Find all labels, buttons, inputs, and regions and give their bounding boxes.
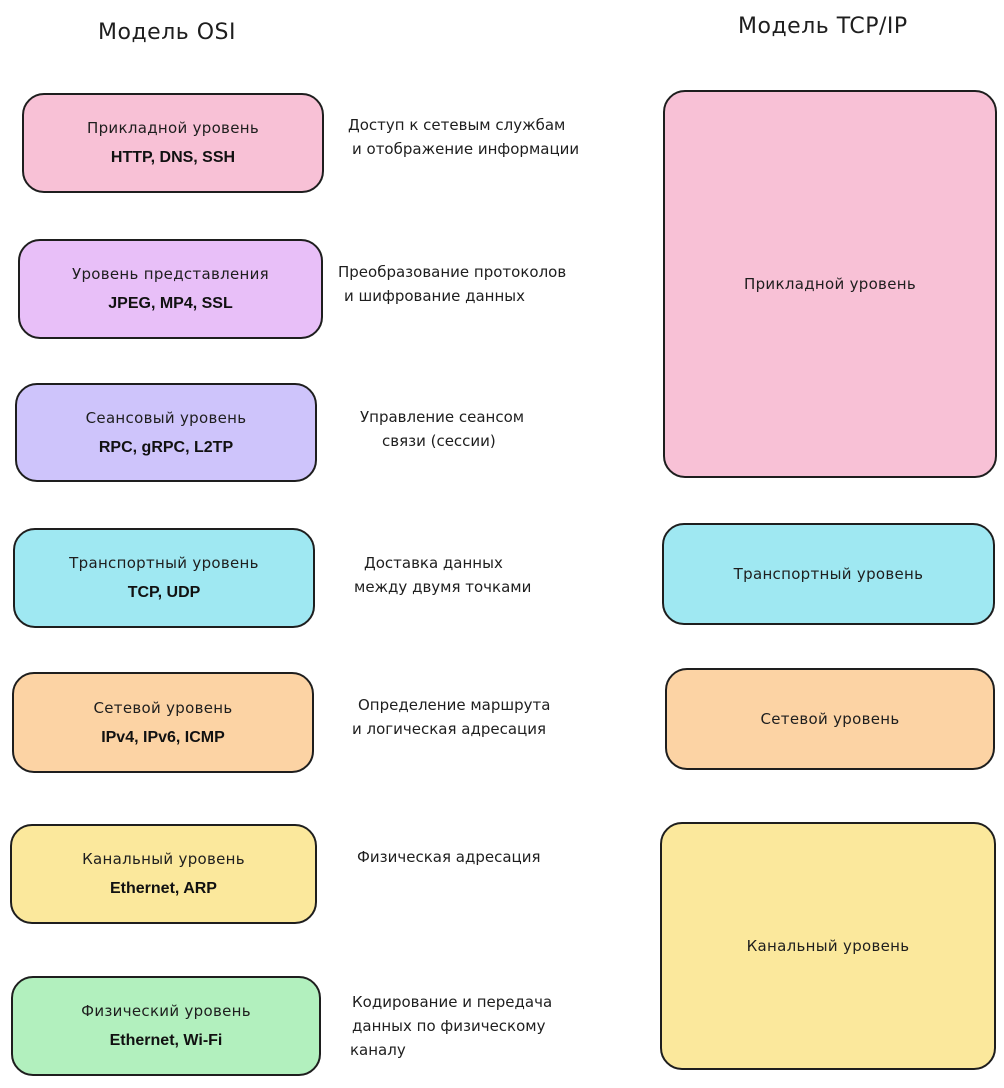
description-line: данных по физическому [352, 1017, 546, 1035]
osi-datalink-description [357, 845, 541, 869]
tcpip-datalink-layer-box [660, 822, 996, 1070]
tcpip-transport-layer-box [662, 523, 995, 625]
osi-network-layer-box [12, 672, 314, 773]
description-line: связи (сессии) [382, 432, 496, 450]
osi-layer-protocols: Ethernet, ARP [110, 880, 217, 897]
tcpip-model-heading: Модель TCP/IP [738, 14, 908, 39]
tcpip-layer-name: Сетевой уровень [760, 710, 900, 728]
osi-layer-name: Уровень представления [72, 265, 269, 283]
osi-model-heading: Модель OSI [98, 20, 236, 45]
osi-application-layer-box [22, 93, 324, 193]
osi-presentation-layer-box [18, 239, 323, 339]
osi-layer-name: Транспортный уровень [69, 554, 259, 572]
description-line: и шифрование данных [344, 287, 525, 305]
description-line: Доступ к сетевым службам [348, 116, 566, 134]
osi-transport-layer-box [13, 528, 315, 628]
osi-layer-protocols: RPC, gRPC, L2TP [98, 438, 234, 456]
description-line: Физическая адресация [357, 848, 541, 866]
osi-layer-name: Канальный уровень [82, 850, 245, 868]
description-line: каналу [350, 1041, 406, 1059]
osi-layer-protocols: IPv4, IPv6, ICMP [101, 728, 225, 746]
tcpip-layer-name: Прикладной уровень [744, 275, 916, 293]
osi-session-description [360, 405, 524, 453]
description-line: и отображение информации [352, 140, 580, 158]
osi-layer-protocols: HTTP, DNS, SSH [110, 149, 236, 166]
osi-presentation-description [338, 260, 566, 308]
osi-application-description [348, 113, 579, 161]
description-line: Преобразование протоколов [338, 263, 567, 281]
osi-session-layer-box [15, 383, 317, 482]
osi-network-description [352, 693, 550, 741]
osi-layer-name: Физический уровень [81, 1002, 251, 1020]
tcpip-layer-name: Транспортный уровень [733, 565, 924, 583]
osi-physical-description [350, 990, 552, 1062]
osi-layer-protocols: JPEG, MP4, SSL [108, 295, 233, 312]
osi-layer-name: Сетевой уровень [93, 698, 233, 717]
osi-layer-protocols: Ethernet, Wi-Fi [109, 1032, 223, 1049]
osi-layer-protocols: TCP, UDP [127, 584, 201, 601]
tcpip-application-layer-box [663, 90, 997, 478]
tcpip-layer-name: Канальный уровень [746, 937, 910, 955]
osi-layer-name: Сеансовый уровень [85, 408, 247, 427]
osi-physical-layer-box [11, 976, 321, 1076]
description-line: Доставка данных [364, 554, 503, 572]
osi-transport-description [354, 551, 531, 599]
description-line: между двумя точками [354, 578, 532, 596]
description-line: и логическая адресация [352, 720, 547, 738]
osi-datalink-layer-box [10, 824, 317, 924]
description-line: Кодирование и передача [352, 993, 553, 1011]
description-line: Управление сеансом [360, 408, 525, 426]
description-line: Определение маршрута [358, 696, 551, 714]
tcpip-network-layer-box [665, 668, 995, 770]
osi-layer-name: Прикладной уровень [87, 119, 259, 137]
